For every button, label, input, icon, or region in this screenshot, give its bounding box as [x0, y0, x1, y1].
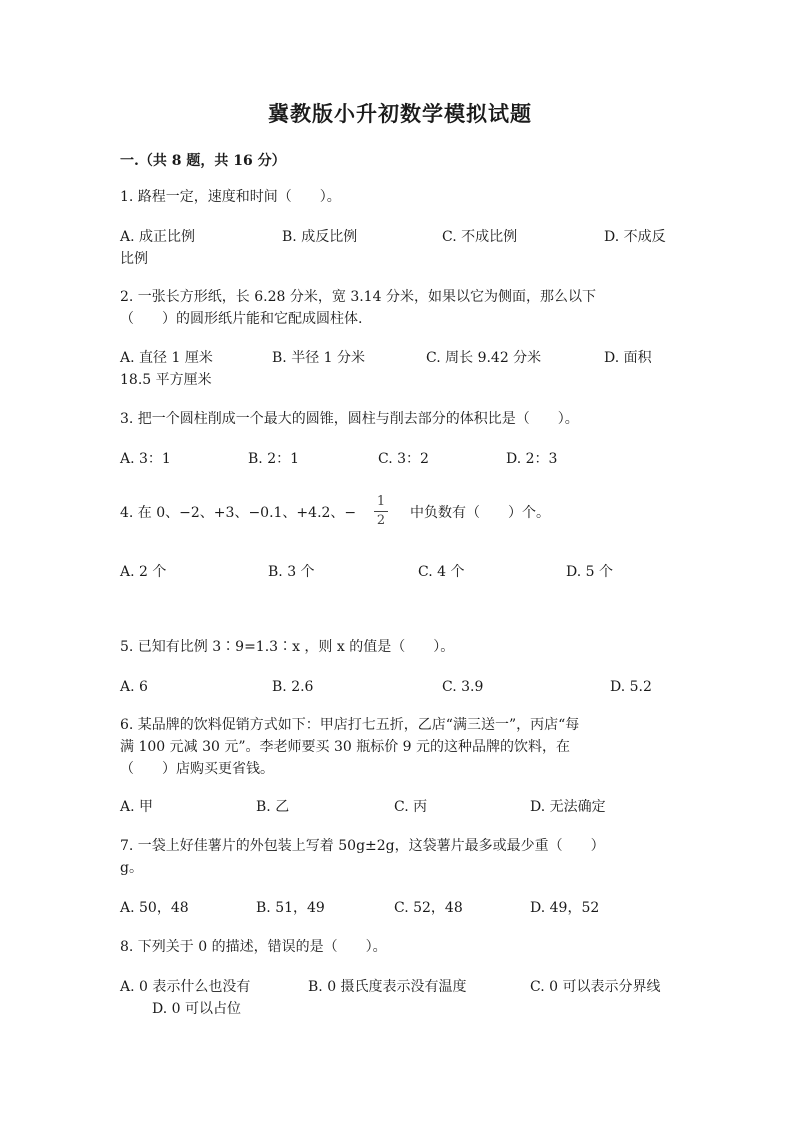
question-4-stem-start: 4. 在 0、−2、+3、−0.1、+4.2、− — [120, 505, 357, 521]
question-8-options — [120, 976, 680, 1020]
option-d[interactable]: D. 5.2 — [610, 679, 652, 695]
option-d-continued: 比例 — [120, 251, 148, 267]
option-a[interactable]: A. 0 表示什么也没有 — [120, 979, 251, 995]
option-d[interactable]: D. 0 可以占位 — [152, 1001, 241, 1017]
option-d[interactable]: D. 49，52 — [530, 900, 600, 916]
question-3-options — [120, 448, 680, 470]
option-c[interactable]: C. 4 个 — [418, 564, 465, 580]
question-1-stem: 1. 路程一定，速度和时间（ ）。 — [120, 189, 341, 205]
question-2-stem-line-1: 2. 一张长方形纸，长 6.28 分米，宽 3.14 分米，如果以它为侧面，那么以下 — [120, 289, 596, 305]
option-a[interactable]: A. 甲 — [120, 799, 154, 815]
option-b[interactable]: B. 3 个 — [268, 564, 315, 580]
option-b[interactable]: B. 51，49 — [256, 900, 325, 916]
question-7 — [120, 835, 680, 879]
option-c[interactable]: C. 不成比例 — [442, 229, 518, 245]
question-5-stem: 5. 已知有比例 3∶9=1.3∶x ，则 x 的值是（ ）。 — [120, 639, 455, 655]
option-d[interactable]: D. 面积 — [604, 350, 652, 366]
option-d[interactable]: D. 无法确定 — [530, 799, 606, 815]
question-6 — [120, 714, 680, 780]
question-7-stem-line-1: 7. 一袋上好佳薯片的外包装上写着 50g±2g，这袋薯片最多或最少重（ ） — [120, 838, 605, 854]
fraction-numerator: 1 — [376, 494, 386, 509]
option-a[interactable]: A. 50，48 — [120, 900, 189, 916]
option-b[interactable]: B. 0 摄氏度表示没有温度 — [308, 979, 467, 995]
question-8 — [120, 936, 680, 958]
option-c[interactable]: C. 丙 — [394, 799, 428, 815]
question-6-stem-line-1: 6. 某品牌的饮料促销方式如下：甲店打七五折，乙店“满三送一”，丙店“每 — [120, 717, 580, 733]
option-c[interactable]: C. 3：2 — [378, 451, 429, 467]
option-b[interactable]: B. 乙 — [256, 799, 290, 815]
fraction-denominator: 2 — [376, 513, 386, 528]
question-3-stem: 3. 把一个圆柱削成一个最大的圆锥，圆柱与削去部分的体积比是（ ）。 — [120, 411, 579, 427]
question-7-options — [120, 897, 680, 919]
question-4 — [120, 494, 680, 540]
section-heading: 一.（共 8 题，共 16 分） — [120, 153, 286, 169]
question-6-stem-line-2: 满 100 元减 30 元”。李老师要买 30 瓶标价 9 元的这种品牌的饮料，在 — [120, 739, 571, 755]
option-a[interactable]: A. 2 个 — [120, 564, 167, 580]
question-2 — [120, 286, 680, 330]
option-d[interactable]: D. 2：3 — [506, 451, 558, 467]
question-2-options — [120, 347, 680, 391]
question-8-stem: 8. 下列关于 0 的描述，错误的是（ ）。 — [120, 939, 387, 955]
option-d-continued: 18.5 平方厘米 — [120, 372, 212, 388]
question-6-options — [120, 796, 680, 818]
option-b[interactable]: B. 半径 1 分米 — [272, 350, 365, 366]
option-c[interactable]: C. 3.9 — [442, 679, 484, 695]
option-a[interactable]: A. 成正比例 — [120, 229, 196, 245]
option-d[interactable]: D. 不成反 — [604, 229, 666, 245]
fraction-one-half — [374, 495, 388, 528]
option-c[interactable]: C. 0 可以表示分界线 — [530, 979, 661, 995]
option-b[interactable]: B. 2.6 — [272, 679, 314, 695]
option-c[interactable]: C. 周长 9.42 分米 — [426, 350, 542, 366]
option-b[interactable]: B. 2：1 — [248, 451, 300, 467]
question-5 — [120, 636, 680, 658]
question-4-options — [120, 561, 680, 583]
question-1 — [120, 186, 680, 208]
question-1-options — [120, 226, 680, 270]
page-title: 冀教版小升初数学模拟试题 — [268, 101, 532, 126]
fraction-bar — [374, 511, 388, 512]
question-4-stem-end: 中负数有（ ）个。 — [410, 505, 550, 521]
option-b[interactable]: B. 成反比例 — [282, 229, 358, 245]
question-2-stem-line-2: （ ）的圆形纸片能和它配成圆柱体. — [120, 311, 363, 327]
option-c[interactable]: C. 52，48 — [394, 900, 463, 916]
question-6-stem-line-3: （ ）店购买更省钱。 — [120, 761, 274, 777]
question-3 — [120, 408, 680, 430]
question-5-options — [120, 676, 680, 698]
option-a[interactable]: A. 3：1 — [120, 451, 171, 467]
option-a[interactable]: A. 直径 1 厘米 — [120, 350, 213, 366]
question-7-stem-line-2: g。 — [120, 860, 143, 876]
option-a[interactable]: A. 6 — [120, 679, 148, 695]
option-d[interactable]: D. 5 个 — [566, 564, 613, 580]
